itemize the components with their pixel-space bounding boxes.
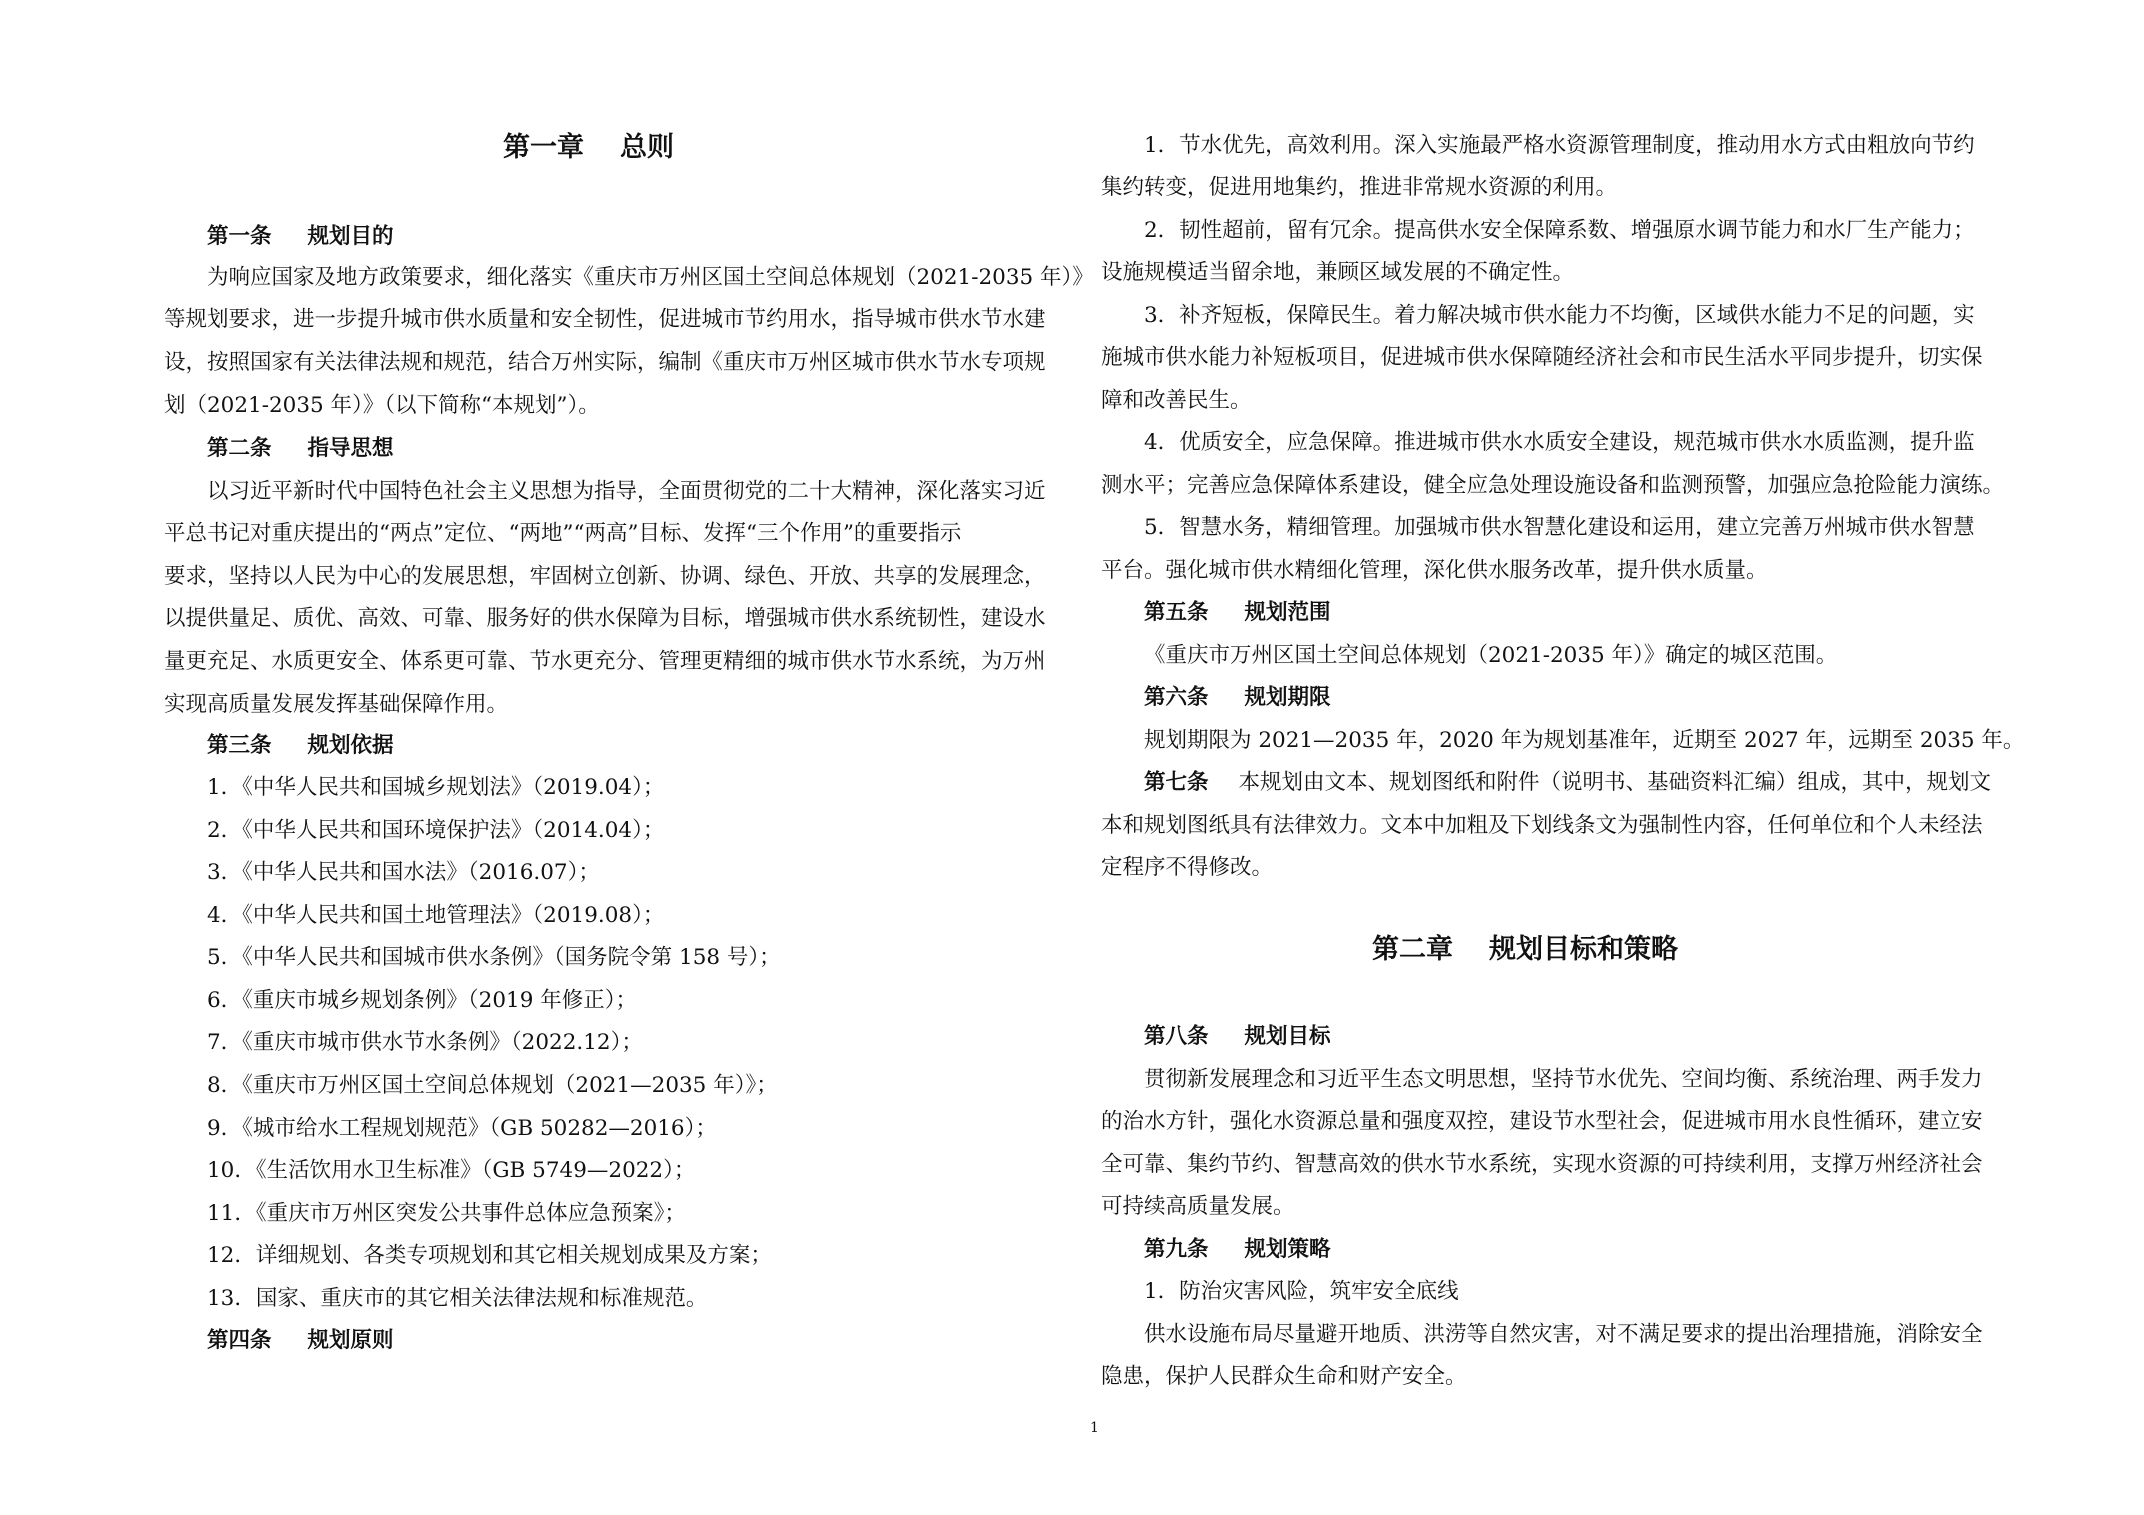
article-9-heading: 第九条 规划策略 xyxy=(1144,1237,1331,1262)
paragraph-line: 供水设施布局尽量避开地质、洪涝等自然灾害，对不满足要求的提出治理措施，消除安全 xyxy=(1144,1322,1983,1347)
paragraph-line: 障和改善民生。 xyxy=(1101,388,1252,413)
paragraph-line: 划（2021-2035 年）》（以下简称“本规划”）。 xyxy=(164,393,600,418)
paragraph-line: 全可靠、集约节约、智慧高效的供水节水系统，实现水资源的可持续利用，支撑万州经济社会 xyxy=(1101,1152,1983,1177)
paragraph-line: 1．防治灾害风险，筑牢安全底线 xyxy=(1144,1279,1459,1304)
chapter-2-heading xyxy=(1372,932,1678,968)
article-4-heading: 第四条 规划原则 xyxy=(207,1328,394,1353)
article-6-heading: 第六条 规划期限 xyxy=(1144,685,1331,710)
paragraph-line: 的治水方针，强化水资源总量和强度双控，建设节水型社会，促进城市用水良性循环，建立安 xyxy=(1101,1109,1983,1134)
chapter-title: 规划目标和策略 xyxy=(1489,934,1678,965)
paragraph-line: 为响应国家及地方政策要求，细化落实《重庆市万州区国土空间总体规划（2021-2035 年）》 xyxy=(207,265,1094,290)
paragraph-line: 以习近平新时代中国特色社会主义思想为指导，全面贯彻党的二十大精神，深化落实习近 xyxy=(207,479,1046,504)
paragraph-line: 1．节水优先，高效利用。深入实施最严格水资源管理制度，推动用水方式由粗放向节约 xyxy=(1144,133,1975,158)
article-8-heading: 第八条 规划目标 xyxy=(1144,1024,1331,1049)
list-item: 8．《重庆市万州区国土空间总体规划（2021—2035 年）》； xyxy=(207,1073,778,1098)
paragraph-line: 施城市供水能力补短板项目，促进城市供水保障随经济社会和市民生活水平同步提升，切实保 xyxy=(1101,345,1983,370)
list-item: 7．《重庆市城市供水节水条例》（2022.12）； xyxy=(207,1030,643,1055)
chapter-number: 第二章 xyxy=(1372,934,1453,965)
paragraph-line: 规划期限为 2021—2035 年，2020 年为规划基准年，近期至 2027 年，远期至 2035 年。 xyxy=(1144,728,2025,753)
list-item: 3．《中华人民共和国水法》（2016.07）； xyxy=(207,860,600,885)
paragraph-line: 设，按照国家有关法律法规和规范，结合万州实际，编制《重庆市万州区城市供水节水专项规 xyxy=(164,350,1046,375)
chapter-number: 第一章 xyxy=(503,132,584,163)
paragraph-line: 4．优质安全，应急保障。推进城市供水水质安全建设，规范城市供水水质监测，提升监 xyxy=(1144,430,1975,455)
paragraph-line: 贯彻新发展理念和习近平生态文明思想，坚持节水优先、空间均衡、系统治理、两手发力 xyxy=(1144,1067,1983,1092)
paragraph-line: 实现高质量发展发挥基础保障作用。 xyxy=(164,692,509,717)
paragraph-line: 平总书记对重庆提出的“两点”定位、“两地”“两高”目标、发挥“三个作用”的重要指示 xyxy=(164,521,962,546)
paragraph-line: 5．智慧水务，精细管理。加强城市供水智慧化建设和运用，建立完善万州城市供水智慧 xyxy=(1144,515,1975,540)
chapter-title: 总则 xyxy=(620,132,674,163)
paragraph-line: 测水平；完善应急保障体系建设，健全应急处理设施设备和监测预警，加强应急抢险能力演练。 xyxy=(1101,473,2005,498)
list-item: 10．《生活饮用水卫生标准》（GB 5749—2022）； xyxy=(207,1158,696,1183)
list-item: 4．《中华人民共和国土地管理法》（2019.08）； xyxy=(207,903,665,928)
article-3-heading: 第三条 规划依据 xyxy=(207,733,394,758)
paragraph-line: 可持续高质量发展。 xyxy=(1101,1194,1295,1219)
list-item: 9．《城市给水工程规划规范》（GB 50282—2016）； xyxy=(207,1116,717,1141)
list-item: 1．《中华人民共和国城乡规划法》（2019.04）； xyxy=(207,775,665,800)
paragraph-line: 定程序不得修改。 xyxy=(1101,855,1274,880)
paragraph-line: 2．韧性超前，留有冗余。提高供水安全保障系数、增强原水调节能力和水厂生产能力； xyxy=(1144,218,1975,243)
list-item: 12．详细规划、各类专项规划和其它相关规划成果及方案； xyxy=(207,1243,772,1268)
paragraph-line: 3．补齐短板，保障民生。着力解决城市供水能力不均衡，区域供水能力不足的问题，实 xyxy=(1144,303,1975,328)
paragraph-line: 平台。强化城市供水精细化管理，深化供水服务改革，提升供水质量。 xyxy=(1101,558,1768,583)
list-item: 13．国家、重庆市的其它相关法律法规和标准规范。 xyxy=(207,1286,708,1311)
article-2-heading: 第二条 指导思想 xyxy=(207,436,394,461)
paragraph-line: 《重庆市万州区国土空间总体规划（2021-2035 年）》确定的城区范围。 xyxy=(1144,643,1838,668)
paragraph-line: 集约转变，促进用地集约，推进非常规水资源的利用。 xyxy=(1101,175,1618,200)
article-7 xyxy=(1144,768,1991,798)
list-item: 5．《中华人民共和国城市供水条例》（国务院令第 158 号）； xyxy=(207,945,781,970)
paragraph-line: 等规划要求，进一步提升城市供水质量和安全韧性，促进城市节约用水，指导城市供水节水建 xyxy=(164,307,1046,332)
paragraph-line: 隐患，保护人民群众生命和财产安全。 xyxy=(1101,1364,1467,1389)
paragraph-line: 设施规模适当留余地，兼顾区域发展的不确定性。 xyxy=(1101,260,1575,285)
paragraph-line: 以提供量足、质优、高效、可靠、服务好的供水保障为目标，增强城市供水系统韧性，建设水 xyxy=(164,606,1046,631)
chapter-1-heading xyxy=(503,130,674,166)
paragraph-line: 要求，坚持以人民为中心的发展思想，牢固树立创新、协调、绿色、开放、共享的发展理念， xyxy=(164,564,1046,589)
list-item: 2．《中华人民共和国环境保护法》（2014.04）； xyxy=(207,818,665,843)
article-7-label: 第七条 xyxy=(1144,770,1209,795)
paragraph-line: 量更充足、水质更安全、体系更可靠、节水更充分、管理更精细的城市供水节水系统，为万州 xyxy=(164,649,1046,674)
paragraph-line: 本和规划图纸具有法律效力。文本中加粗及下划线条文为强制性内容，任何单位和个人未经法 xyxy=(1101,813,1983,838)
paragraph-line: 本规划由文本、规划图纸和附件（说明书、基础资料汇编）组成，其中，规划文 xyxy=(1238,770,1992,795)
list-item: 11．《重庆市万州区突发公共事件总体应急预案》； xyxy=(207,1201,686,1226)
list-item: 6．《重庆市城乡规划条例》（2019 年修正）； xyxy=(207,988,637,1013)
page-number: 1 xyxy=(1090,1420,1099,1436)
article-5-heading: 第五条 规划范围 xyxy=(1144,600,1331,625)
article-1-heading: 第一条 规划目的 xyxy=(207,224,394,249)
